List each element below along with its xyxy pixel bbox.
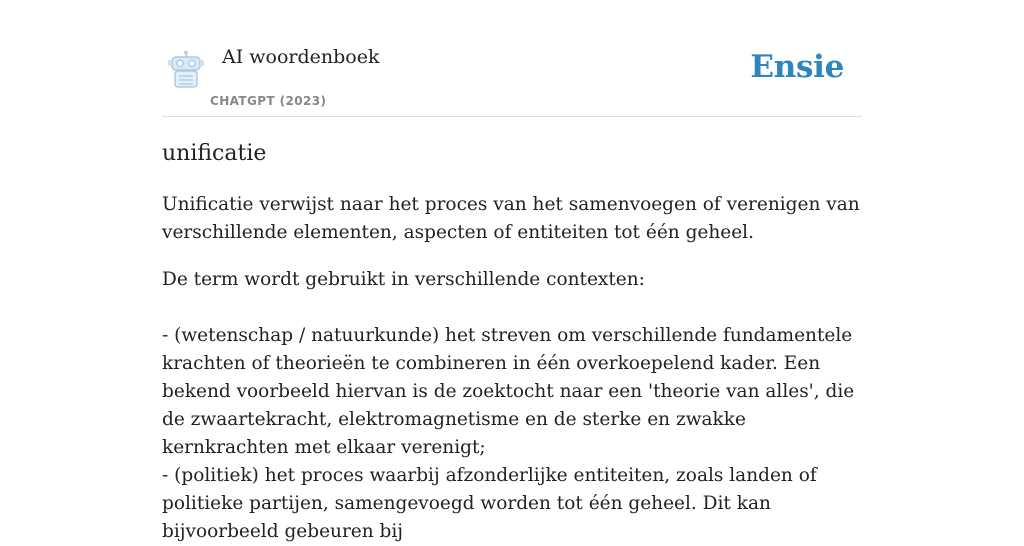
definition-paragraph: Unificatie verwijst naar het proces van het samenvoegen of verenigen van verschillende elementen, aspecten of entiteiten tot één geheel. xyxy=(162,194,860,243)
list-item: - (politiek) het proces waarbij afzonderlijke entiteiten, zoals landen of politieke partijen, samengevoegd worden tot één geheel. Dit kan bijvoorbeeld gebeuren bij xyxy=(162,465,817,542)
robot-icon xyxy=(166,50,206,90)
brand-logo[interactable]: Ensie xyxy=(750,49,844,85)
entry-content xyxy=(162,136,862,546)
source-header xyxy=(162,36,862,117)
source-subtitle: CHATGPT (2023) xyxy=(210,94,327,108)
context-list xyxy=(162,322,862,546)
page-title: unificatie xyxy=(162,141,267,166)
intro-paragraph: De term wordt gebruikt in verschillende contexten: xyxy=(162,269,645,290)
source-title[interactable]: AI woordenboek xyxy=(222,46,380,68)
list-item: - (wetenschap / natuurkunde) het streven om verschillende fundamentele krachten of theorieën te combineren in één overkoepelend kader. Een bekend voorbeeld hiervan is de zoektocht naar een 'theorie van alles', die de zwaartekracht, elektromagnetisme en de sterke en zwakke kernkrachten met elkaar verenigt; xyxy=(162,325,855,458)
